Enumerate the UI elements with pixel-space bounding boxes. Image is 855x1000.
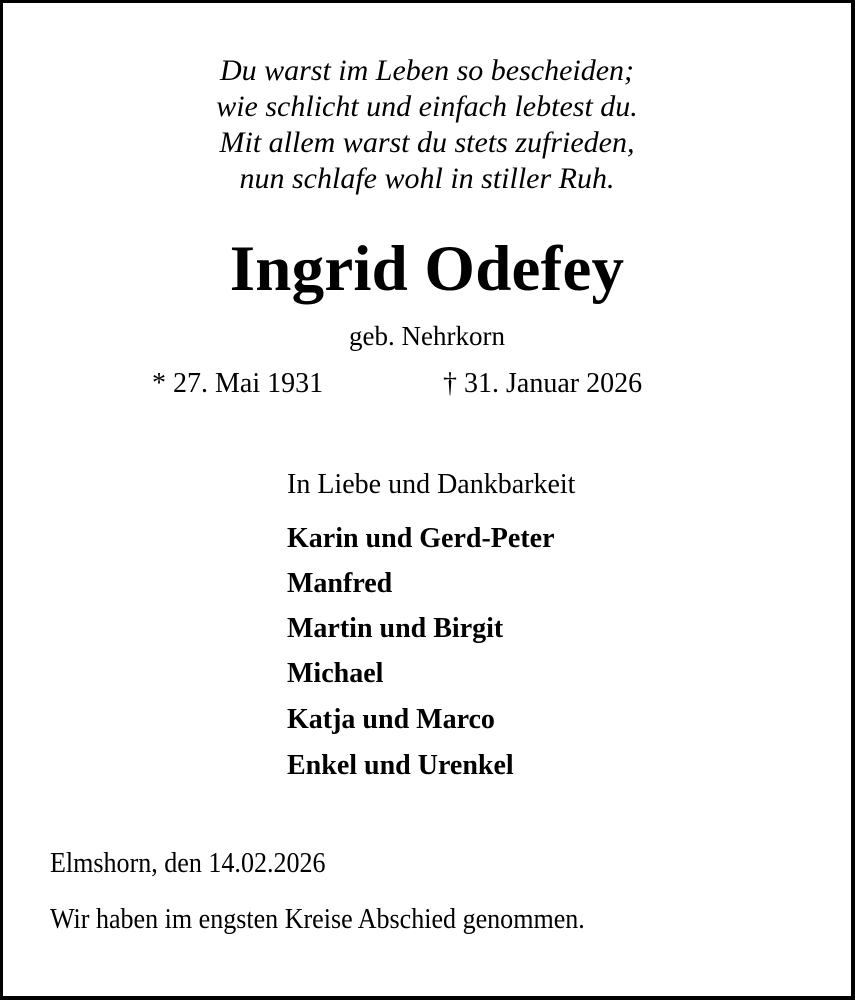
farewell-note: Wir haben im engsten Kreise Abschied genommen.: [50, 904, 585, 935]
poem-line-1: Du warst im Leben so bescheiden;: [219, 54, 635, 87]
place-and-date: Elmshorn, den 14.02.2026: [50, 848, 326, 879]
mourner-name: Enkel und Urenkel: [287, 750, 514, 781]
birth-date: * 27. Mai 1931: [152, 368, 324, 399]
mourner-name: Martin und Birgit: [287, 613, 504, 644]
poem-line-2: wie schlicht und einfach lebtest du.: [216, 90, 638, 123]
mourner-name: Michael: [287, 658, 384, 689]
poem-line-3: Mit allem warst du stets zufrieden,: [219, 126, 635, 159]
death-date: † 31. Januar 2026: [443, 368, 643, 399]
mourner-name: Manfred: [287, 568, 393, 599]
mourners-intro: In Liebe und Dankbarkeit: [287, 469, 576, 500]
mourner-name: Karin und Gerd-Peter: [287, 523, 555, 554]
deceased-name: Ingrid Odefey: [229, 233, 625, 305]
maiden-name: geb. Nehrkorn: [349, 321, 505, 351]
mourner-name: Katja und Marco: [287, 704, 495, 735]
poem-line-4: nun schlafe wohl in stiller Ruh.: [239, 162, 615, 195]
